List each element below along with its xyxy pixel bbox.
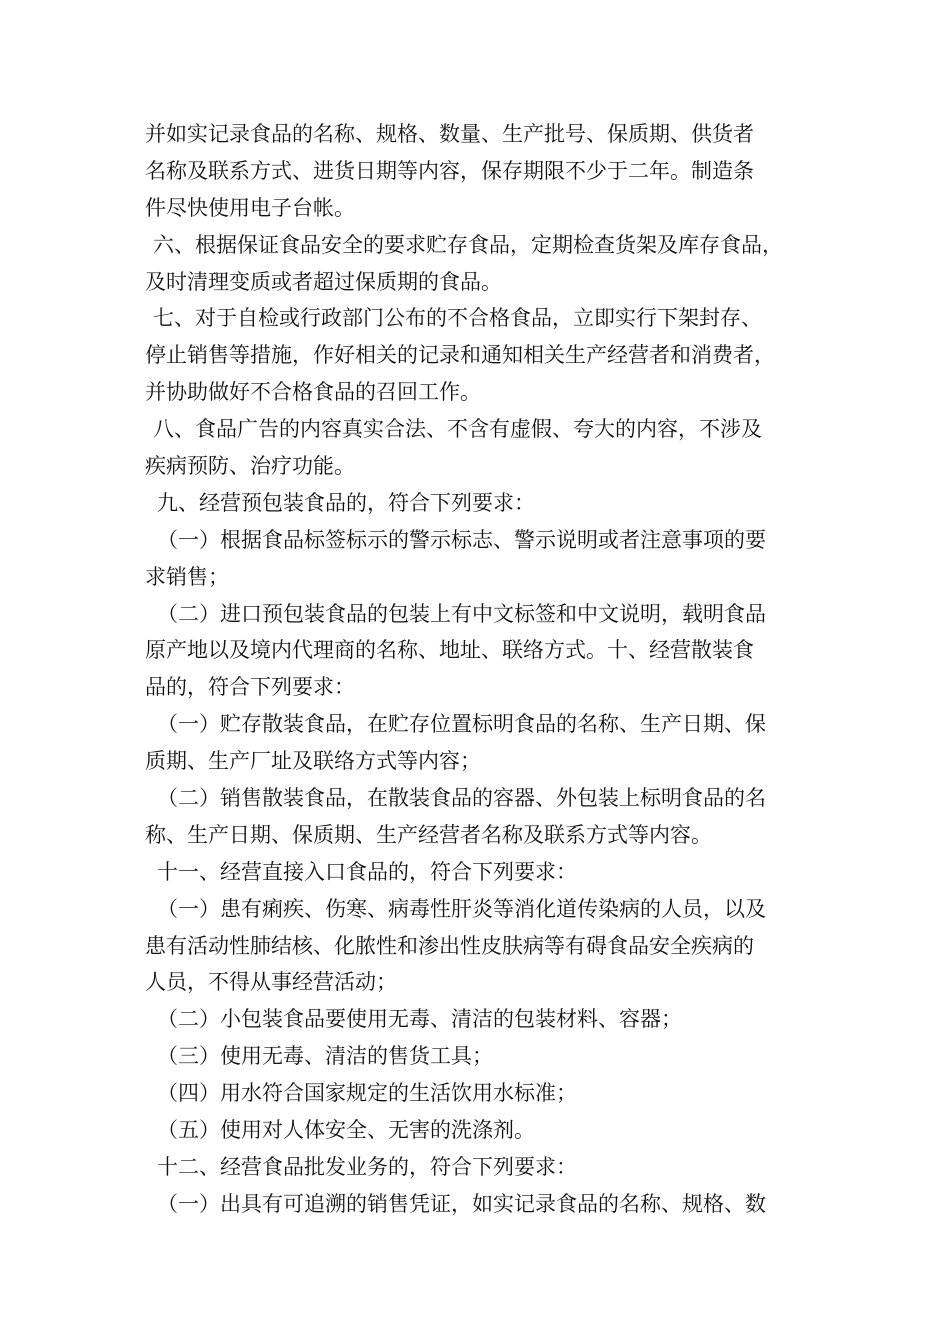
body-line: 并协助做好不合格食品的召回工作。 [145,380,481,405]
body-line: 并如实记录食品的名称、规格、数量、生产批号、保质期、供货者 [145,122,754,146]
body-line: 八、食品广告的内容真实合法、不含有虚假、夸大的内容，不涉及 [153,417,762,442]
body-line: 十一、经营直接入口食品的，符合下列要求： [157,859,577,884]
body-line: 六、根据保证食品安全的要求贮存食品，定期检查货架及库存食品， [153,232,783,257]
body-line: 七、对于自检或行政部门公布的不合格食品，立即实行下架封存、 [153,306,762,331]
body-line: （五）使用对人体安全、无害的洗涤剂。 [157,1118,535,1143]
body-line: 件尽快使用电子台帐。 [145,195,355,220]
body-line: （一）出具有可追溯的销售凭证，如实记录食品的名称、规格、数 [157,1191,766,1216]
document-body [145,116,815,1223]
body-line: （一）患有痢疾、伤寒、病毒性肝炎等消化道传染病的人员，以及 [157,896,766,921]
body-line: 称、生产日期、保质期、生产经营者名称及联系方式等内容。 [145,822,712,847]
body-line: 患有活动性肺结核、化脓性和渗出性皮肤病等有碍食品安全疾病的 [145,933,754,958]
body-line: 人员，不得从事经营活动； [145,970,397,995]
body-line: 及时清理变质或者超过保质期的食品。 [145,269,502,294]
body-line: 疾病预防、治疗功能。 [145,454,355,479]
body-line: 停止销售等措施，作好相关的记录和通知相关生产经营者和消费者， [145,343,775,368]
body-line: 原产地以及境内代理商的名称、地址、联络方式。十、经营散装食 [145,638,754,663]
body-line: （一）根据食品标签标示的警示标志、警示说明或者注意事项的要 [157,527,766,552]
body-line: （二）小包装食品要使用无毒、清洁的包装材料、容器； [157,1007,682,1032]
body-line: 名称及联系方式、进货日期等内容，保存期限不少于二年。制造条 [145,158,754,183]
body-line: （一）贮存散装食品，在贮存位置标明食品的名称、生产日期、保 [157,712,766,737]
body-line: 九、经营预包装食品的，符合下列要求： [157,490,535,515]
body-line: 求销售； [145,564,229,589]
body-line: 质期、生产厂址及联络方式等内容； [145,749,481,774]
body-line: 十二、经营食品批发业务的，符合下列要求： [157,1154,577,1179]
body-line: （四）用水符合国家规定的生活饮用水标准； [157,1081,577,1106]
body-line: （三）使用无毒、清洁的售货工具； [157,1044,493,1069]
body-line: （二）进口预包装食品的包装上有中文标签和中文说明，载明食品 [157,601,766,626]
body-line: （二）销售散装食品，在散装食品的容器、外包装上标明食品的名 [157,786,766,811]
body-line: 品的，符合下列要求： [145,675,355,700]
